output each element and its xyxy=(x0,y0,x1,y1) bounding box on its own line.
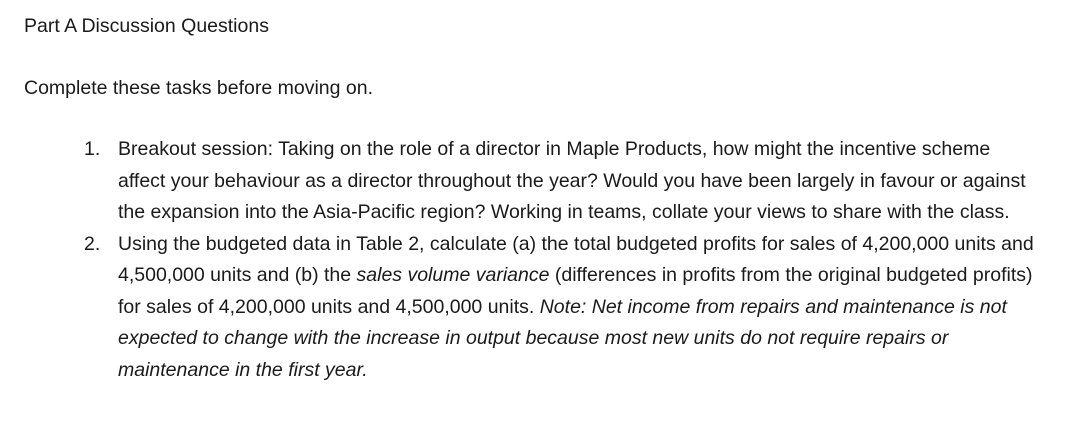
question-text-segment: Using the budgeted data in Table 2, calculate (a) the total budgeted profits for sales of 4,200,000 units and 4,500,000 units and (b) the xyxy=(118,232,1034,286)
question-term-italic: sales volume variance xyxy=(356,264,550,286)
question-list xyxy=(0,134,1066,386)
question-text-segment: (differences in profits from the original budgeted profits) for sales of 4,200,000 units and 4,500,000 units. xyxy=(118,264,1033,318)
question-item-2 xyxy=(0,229,1066,387)
question-text: Breakout session: Taking on the role of a director in Maple Products, how might the incentive scheme affect your behaviour as a director throughout the year? Would you have been largely in favour or against the expansion into the Asia-Pacific region? Working in teams, collate your views to share with the class. xyxy=(118,138,1026,223)
question-text xyxy=(118,229,1036,387)
question-item-1 xyxy=(0,134,1066,229)
question-note-italic: Note: Net income from repairs and maintenance is not expected to change with the increase in output because most new units do not require repairs or maintenance in the first year. xyxy=(118,295,1007,381)
intro-text: Complete these tasks before moving on. xyxy=(24,77,374,99)
question-number: 1. xyxy=(84,138,101,160)
page-heading: Part A Discussion Questions xyxy=(24,15,269,37)
question-number: 2. xyxy=(84,232,101,255)
